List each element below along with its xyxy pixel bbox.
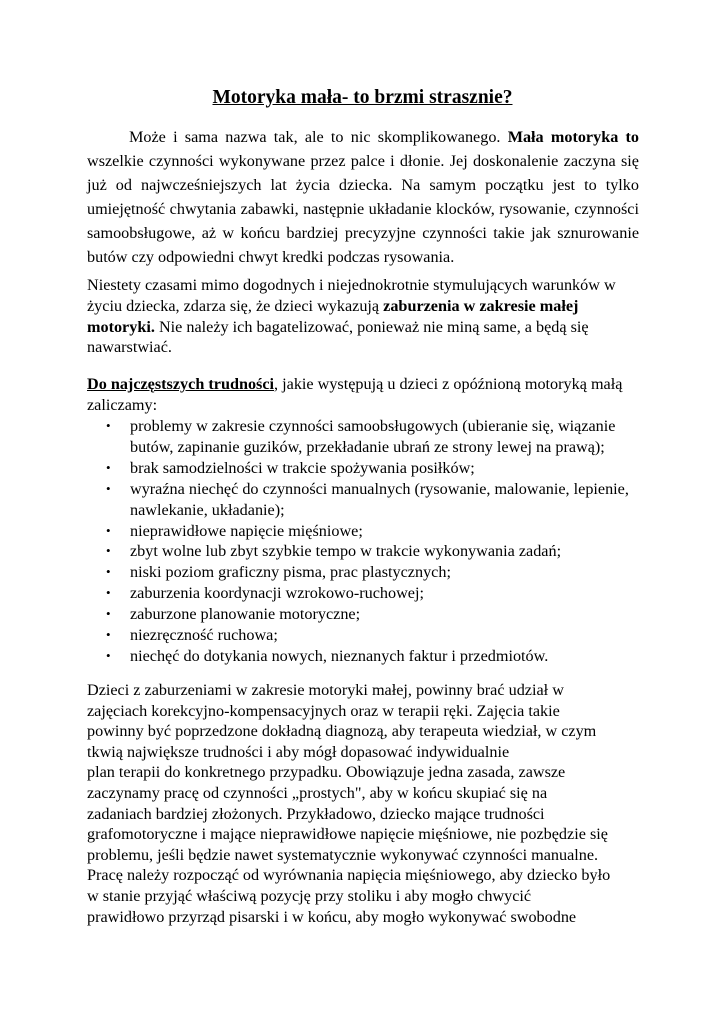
therapy-line: zaczynamy pracę od czynności „prostych", aby w końcu skupiać się na [87,783,548,802]
list-item-text: niechęć do dotykania nowych, nieznanych faktur i przedmiotów. [130,646,549,665]
list-item [87,541,639,562]
bullet-icon: • [106,418,111,433]
paragraph-difficulties [87,374,639,416]
bullet-icon: • [106,480,111,496]
disorders-sentence: Niestety czasami mimo dogodnych i niejednokrotnie stymulujących warunków w życiu dziecka, zdarza się, że dzieci wykazują [87,276,616,315]
list-item-text: zaburzenia koordynacji wzrokowo-ruchowej; [130,584,424,603]
therapy-line: zadaniach bardziej złożonych. Przykładowo, dziecko mające trudności [87,804,545,823]
list-item [87,646,639,667]
bullet-icon: • [106,647,111,663]
therapy-line: zajęciach korekcyjno-kompensacyjnych oraz w terapii ręki. Zajęcia takie [87,701,560,720]
difficulties-rest: , jakie występują u dzieci z opóźnioną motoryką małą zaliczamy: [87,375,623,414]
bullet-icon: • [106,543,111,559]
intro-bold-phrase: Mała motoryka to [507,128,639,146]
list-item-text: zbyt wolne lub zbyt szybkie tempo w trakcie wykonywania zadań; [130,542,562,561]
bullet-icon: • [106,627,111,643]
list-item-text: niski poziom graficzny pisma, prac plastycznych; [130,563,451,582]
therapy-line: tkwią największe trudności i aby mógł dopasować indywidualnie [87,742,510,761]
bullet-icon: • [106,606,111,622]
list-item [87,625,639,646]
list-item-text: problemy w zakresie czynności samoobsługowych (ubieranie się, wiązanie butów, zapinanie guzików, przekładanie ubrań ze strony lewej na prawą); [130,417,616,456]
therapy-line: grafomotoryczne i mające nieprawidłowe napięcie mięśniowe, nie pozbędzie się [87,825,608,844]
therapy-line: plan terapii do konkretnego przypadku. Obowiązuje jedna zasada, zawsze [87,763,566,782]
therapy-line: problemu, jeśli będzie nawet systematycznie wykonywać czynności manualne. [87,845,599,864]
list-item [87,604,639,625]
list-item [87,458,639,479]
disorders-bold-phrase: zaburzenia w zakresie małej motoryki. [87,296,579,336]
bullet-icon: • [106,585,111,601]
list-item-text: nieprawidłowe napięcie mięśniowe; [130,521,363,540]
intro-rest: wszelkie czynności wykonywane przez palce i dłonie. Jej doskonalenie zaczyna się już od najwcześniejszych lat życia dziecka. Na samym początku jest to tylko umiejętność chwytania zabawki, następnie układanie klocków, rysowanie, czynności samoobsługowe, aż w końcu bardziej precyzyjne czynności takie jak sznurowanie butów czy odpowiedni chwyt kredki podczas rysowania. [87,151,639,266]
list-item-text: brak samodzielności w trakcie spożywania posiłków; [130,458,475,477]
paragraph-intro [87,126,639,269]
list-item-text: niezręczność ruchowa; [130,626,278,645]
bullet-icon: • [106,459,111,475]
disorders-rest: Nie należy ich bagatelizować, ponieważ nie miną same, a będą się nawarstwiać. [87,317,589,357]
bullet-icon: • [106,564,111,580]
therapy-line: Dzieci z zaburzeniami w zakresie motoryki małej, powinny brać udział w [87,681,564,699]
page-title: Motoryka mała- to brzmi strasznie? [212,87,513,108]
paragraph-therapy [87,680,639,927]
list-item [87,521,639,542]
therapy-line: w stanie przyjąć właściwą pozycję przy stoliku i aby mogło chwycić [87,886,532,905]
difficulties-list [87,416,639,667]
list-item-text: zaburzone planowanie motoryczne; [130,605,361,624]
therapy-line: prawidłowo przyrząd pisarski i w końcu, aby mogło wykonywać swobodne [87,907,577,926]
intro-sentence: Może i sama nazwa tak, ale to nic skomplikowanego. [129,128,501,146]
paragraph-disorders [87,275,639,358]
therapy-line: powinny być poprzedzone dokładną diagnozą, aby terapeuta wiedział, w czym [87,722,597,741]
list-item-text: wyraźna niechęć do czynności manualnych (rysowanie, malowanie, lepienie, nawlekanie, układanie); [130,479,629,519]
difficulties-bold-phrase: Do najczęstszych trudności [87,375,275,393]
list-item [87,416,639,458]
list-item [87,583,639,604]
therapy-line: Pracę należy rozpocząć od wyrównania napięcia mięśniowego, aby dziecko było [87,866,611,885]
list-item [87,479,639,521]
bullet-icon: • [106,522,111,538]
list-item [87,562,639,583]
